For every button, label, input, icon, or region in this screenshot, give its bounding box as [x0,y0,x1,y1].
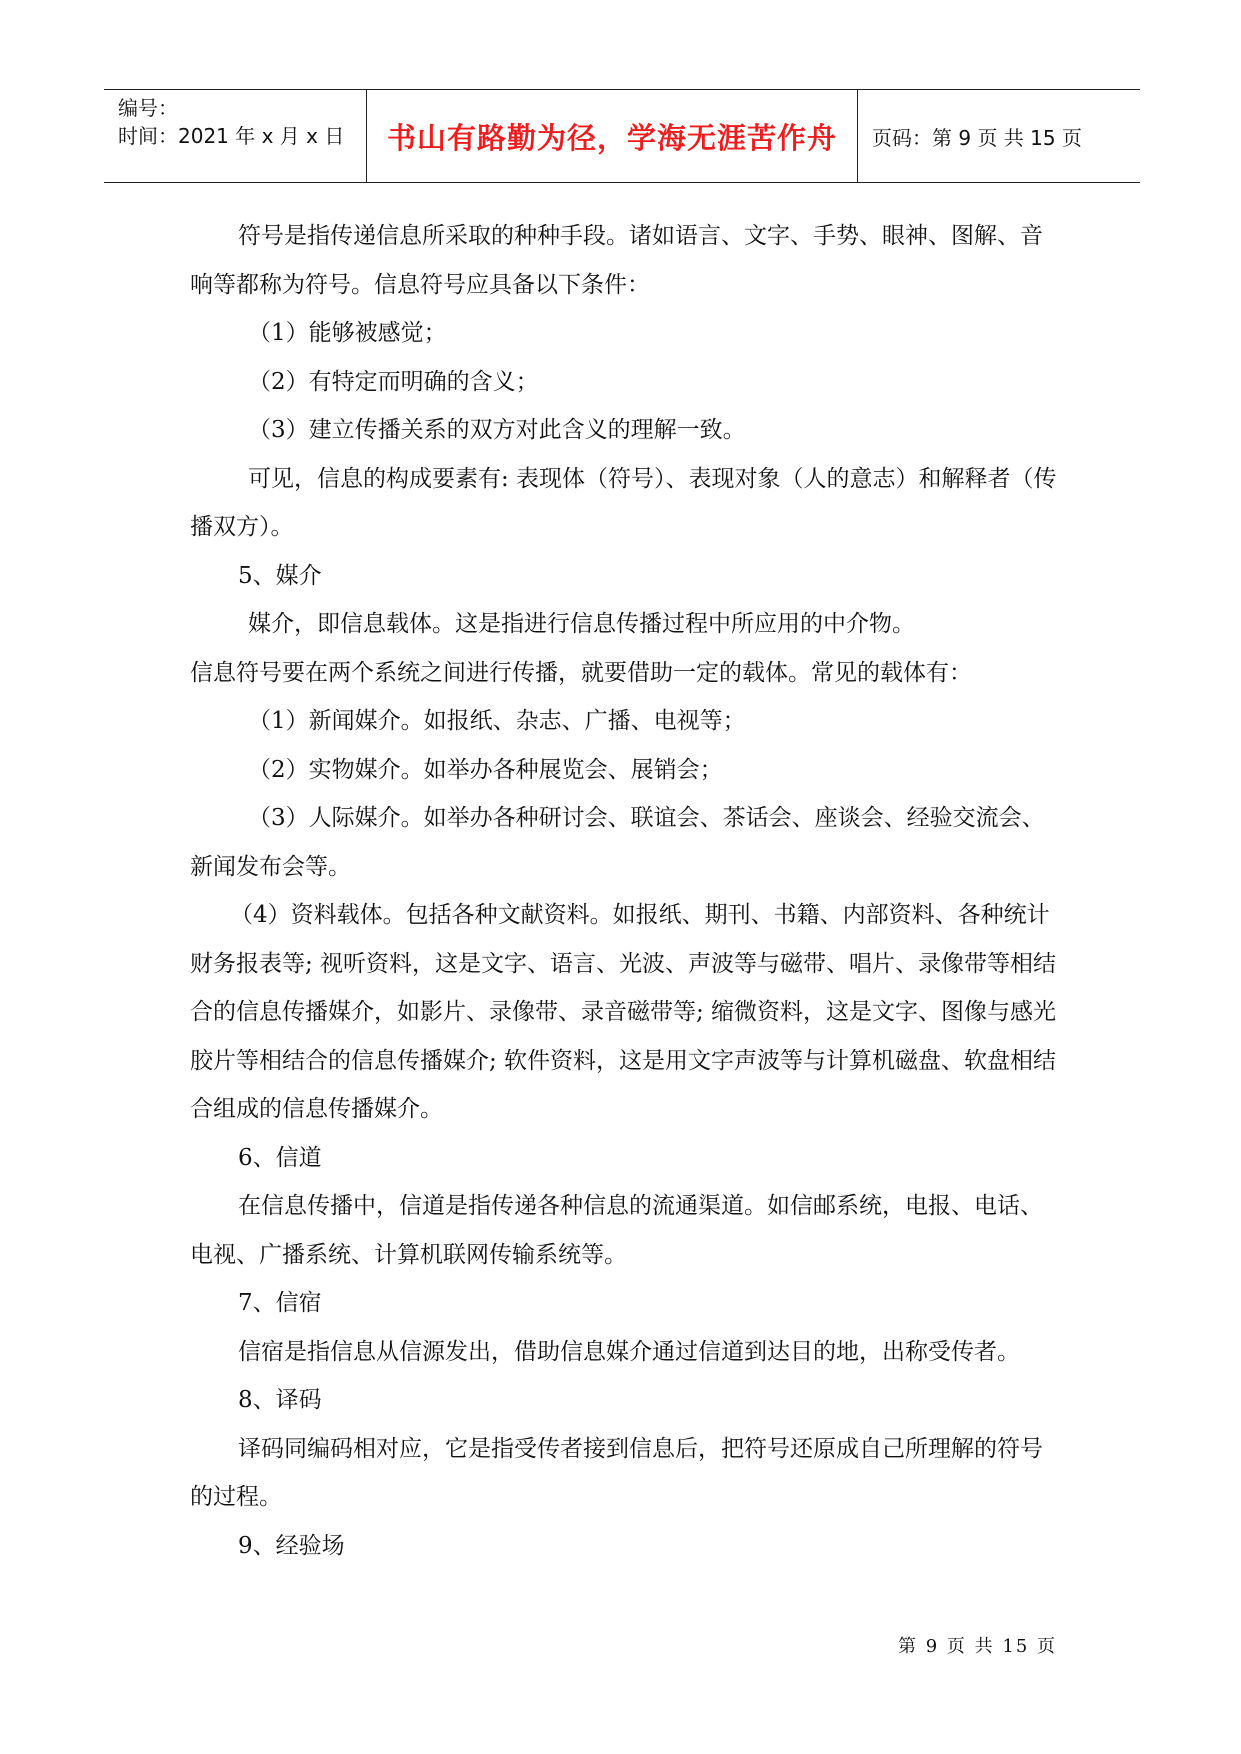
section-heading: 9、经验场 [238,1532,345,1559]
page-header [104,89,1140,183]
paragraph: 译码同编码相对应，它是指受传者接到信息后，把符号还原成自己所理解的符号的过程。 [190,1435,1043,1510]
time-label: 时间：2021 年 x 月 x 日 [118,124,345,148]
section-heading: 7、信宿 [238,1290,322,1316]
paragraph: 信息符号要在两个系统之间进行传播，就要借助一定的载体。常见的载体有： [190,659,972,686]
list-item: （1）新闻媒介。如报纸、杂志、广播、电视等； [248,708,746,734]
list-item: （3）人际媒介。如举办各种研讨会、联谊会、茶话会、座谈会、经验交流会、新闻发布会等。 [190,805,1045,880]
section-heading: 6、信道 [238,1144,322,1171]
list-item: （2）实物媒介。如举办各种展览会、展销会； [248,756,723,783]
paragraph: 在信息传播中，信道是指传递各种信息的流通渠道。如信邮系统，电报、电话、电视、广播系统、计算机联网传输系统等。 [190,1193,1043,1268]
header-motto: 书山有路勤为径，学海无涯苦作舟 [367,90,858,182]
header-page-info: 页码：第 9 页 共 15 页 [872,125,1082,150]
list-item: （2）有特定而明确的含义； [248,368,539,395]
list-item: （3）建立传播关系的双方对此含义的理解一致。 [248,417,746,443]
paragraph: 信宿是指信息从信源发出，借助信息媒介通过信道到达目的地，出称受传者。 [238,1338,1020,1365]
code-label: 编号： [118,96,178,120]
paragraph: 媒介，即信息载体。这是指进行信息传播过程中所应用的中介物。 [248,611,915,637]
document-body [190,212,1058,1570]
page-footer: 第 9 页 共 15 页 [898,1636,1057,1657]
paragraph: 符号是指传递信息所采取的种种手段。诸如语言、文字、手势、眼神、图解、音响等都称为符号。信息符号应具备以下条件： [190,223,1043,298]
section-heading: 5、媒介 [238,562,322,589]
header-meta [104,90,367,182]
paragraph: 可见，信息的构成要素有: 表现体（符号）、表现对象（人的意志）和解释者（传播双方）。 [190,465,1057,540]
section-heading: 8、译码 [238,1387,322,1413]
list-item: （1）能够被感觉； [248,320,447,346]
list-item: （4）资料载体。包括各种文献资料。如报纸、期刊、书籍、内部资料、各种统计财务报表等; 视听资料，这是文字、语言、光波、声波等与磁带、唱片、录像带等相结合的信息传播媒介，如影片、录像带、录音磁带等; 缩微资料，这是文字、图像与感光胶片等相结合的信息传播媒介; 软件资料，这是用文字声波等与计算机磁盘、软盘相结合组成的信息传播媒介。 [190,902,1057,1122]
